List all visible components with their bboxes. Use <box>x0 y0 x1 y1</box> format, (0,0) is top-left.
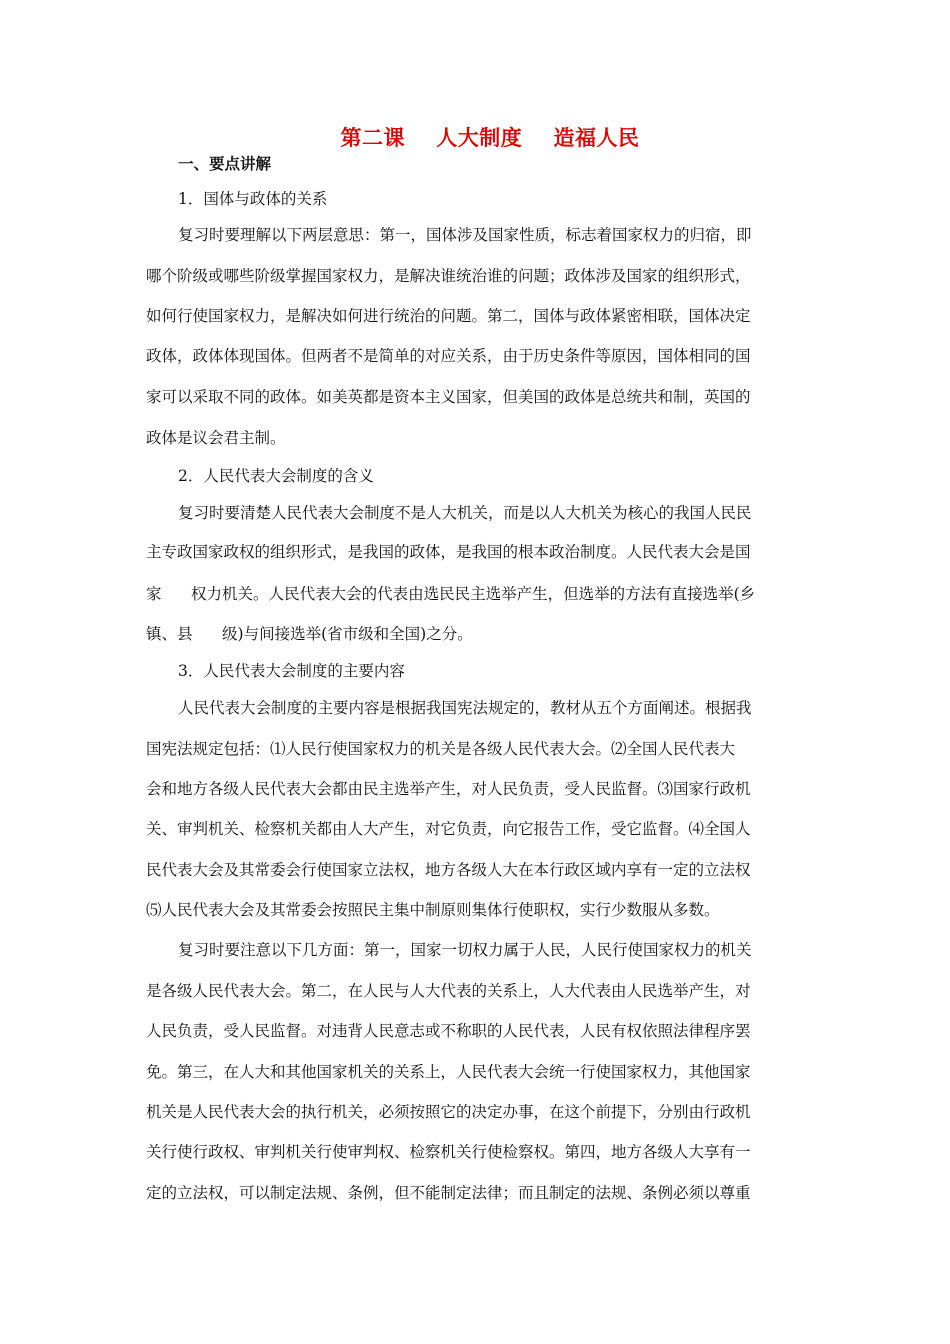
section-heading: 一、要点讲解 <box>178 154 272 173</box>
body-line: 机关是人民代表大会的执行机关，必须按照它的决定办事，在这个前提下，分别由行政机 <box>146 1103 751 1121</box>
body-line: 是各级人民代表大会。第二，在人民与人大代表的关系上，人大代表由人民选举产生，对 <box>146 982 751 1000</box>
body-line: 家 权力机关。人民代表大会的代表由选民民主选举产生，但选举的方法有直接选举(乡 <box>146 585 756 603</box>
body-line: 家可以采取不同的政体。如美英都是资本主义国家，但美国的政体是总统共和制，英国的 <box>146 388 751 406</box>
body-line: 政体是议会君主制。 <box>146 429 286 447</box>
body-line: 国宪法规定包括：⑴人民行使国家权力的机关是各级人民代表大会。⑵全国人民代表大 <box>146 740 736 758</box>
body-line: 关行使行政权、审判机关行使审判权、检察机关行使检察权。第四，地方各级人大享有一 <box>146 1143 751 1161</box>
body-line: 主专政国家政权的组织形式，是我国的政体，是我国的根本政治制度。人民代表大会是国 <box>146 543 751 561</box>
body-line: 哪个阶级或哪些阶级掌握国家权力，是解决谁统治谁的问题；政体涉及国家的组织形式， <box>146 267 751 285</box>
body-line: 复习时要理解以下两层意思：第一，国体涉及国家性质，标志着国家权力的归宿，即 <box>178 226 752 244</box>
body-line: 镇、县 级)与间接选举(省市级和全国)之分。 <box>146 625 473 643</box>
item-heading-1: 1．国体与政体的关系 <box>178 190 328 208</box>
body-line: 定的立法权，可以制定法规、条例，但不能制定法律；而且制定的法规、条例必须以尊重 <box>146 1184 751 1202</box>
item-heading-3: 3．人民代表大会制度的主要内容 <box>178 662 405 680</box>
body-line: 复习时要注意以下几方面：第一，国家一切权力属于人民，人民行使国家权力的机关 <box>178 941 752 959</box>
body-line: ⑸人民代表大会及其常委会按照民主集中制原则集体行使职权，实行少数服从多数。 <box>146 901 720 919</box>
item-heading-2: 2．人民代表大会制度的含义 <box>178 467 374 485</box>
body-line: 人民负责，受人民监督。对违背人民意志或不称职的人民代表，人民有权依照法律程序罢 <box>146 1022 751 1040</box>
body-line: 关、审判机关、检察机关都由人大产生，对它负责，向它报告工作，受它监督。⑷全国人 <box>146 820 751 838</box>
body-line: 复习时要清楚人民代表大会制度不是人大机关，而是以人大机关为核心的我国人民民 <box>178 504 752 522</box>
lesson-title: 第二课 人大制度 造福人民 <box>340 125 640 150</box>
body-line: 政体，政体体现国体。但两者不是简单的对应关系，由于历史条件等原因，国体相同的国 <box>146 347 751 365</box>
body-line: 会和地方各级人民代表大会都由民主选举产生，对人民负责，受人民监督。⑶国家行政机 <box>146 780 751 798</box>
body-line: 民代表大会及其常委会行使国家立法权，地方各级人大在本行政区域内享有一定的立法权 <box>146 861 751 879</box>
body-line: 免。第三，在人大和其他国家机关的关系上，人民代表大会统一行使国家权力，其他国家 <box>146 1063 751 1081</box>
body-line: 如何行使国家权力，是解决如何进行统治的问题。第二，国体与政体紧密相联，国体决定 <box>146 307 751 325</box>
body-line: 人民代表大会制度的主要内容是根据我国宪法规定的，教材从五个方面阐述。根据我 <box>178 699 752 717</box>
